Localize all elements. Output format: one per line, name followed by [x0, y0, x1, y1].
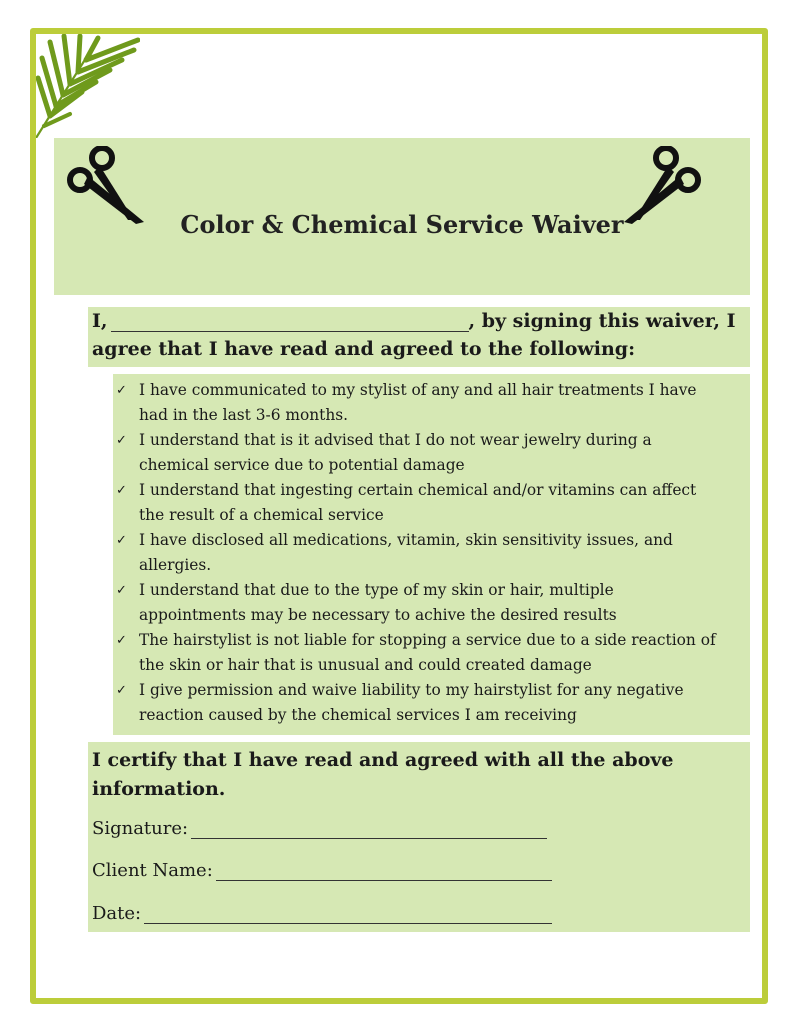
client-name-field	[92, 860, 552, 881]
signature-line[interactable]	[191, 820, 547, 839]
name-blank-line[interactable]	[111, 313, 469, 332]
title-banner	[54, 138, 750, 295]
item-line-2: the result of a chemical service	[139, 506, 384, 524]
checkmark-icon: ✓	[116, 483, 127, 498]
client-name-line[interactable]	[216, 862, 552, 881]
intro-line-1	[92, 310, 736, 332]
certification-panel	[88, 742, 750, 932]
checkmark-icon: ✓	[116, 383, 127, 398]
item-line-2: reaction caused by the chemical services I am receiving	[139, 706, 577, 724]
checkmark-icon: ✓	[116, 533, 127, 548]
item-line-1: I understand that is it advised that I do not wear jewelry during a	[139, 431, 652, 449]
signature-field	[92, 818, 547, 839]
intro-line-2: agree that I have read and agreed to the following:	[92, 338, 636, 360]
date-label: Date:	[92, 903, 142, 924]
date-line[interactable]	[144, 905, 552, 924]
date-field	[92, 903, 552, 924]
intro-statement	[88, 307, 750, 367]
signature-label: Signature:	[92, 818, 189, 839]
item-line-1: I understand that due to the type of my skin or hair, multiple	[139, 581, 614, 599]
item-line-2: chemical service due to potential damage	[139, 456, 465, 474]
checkmark-icon: ✓	[116, 583, 127, 598]
item-line-2: allergies.	[139, 556, 212, 574]
client-name-label: Client Name:	[92, 860, 213, 881]
certify-statement: I certify that I have read and agreed with all the above information.	[92, 749, 674, 800]
item-line-1: I have communicated to my stylist of any and all hair treatments I have	[139, 381, 697, 399]
item-line-1: I give permission and waive liability to my hairstylist for any negative	[139, 681, 684, 699]
intro-prefix: I,	[92, 310, 108, 332]
item-line-1: The hairstylist is not liable for stopping a service due to a side reaction of	[139, 631, 716, 649]
checkmark-icon: ✓	[116, 433, 127, 448]
checkmark-icon: ✓	[116, 633, 127, 648]
page-title: Color & Chemical Service Waiver	[180, 210, 624, 239]
palm-leaf-icon	[36, 34, 140, 138]
checkmark-icon: ✓	[116, 683, 127, 698]
item-line-1: I have disclosed all medications, vitamin, skin sensitivity issues, and	[139, 531, 673, 549]
item-line-2: had in the last 3-6 months.	[139, 406, 349, 424]
item-line-2: appointments may be necessary to achive the desired results	[139, 606, 617, 624]
item-line-1: I understand that ingesting certain chemical and/or vitamins can affect	[139, 481, 697, 499]
intro-suffix: , by signing this waiver, I	[468, 310, 736, 332]
item-line-2: the skin or hair that is unusual and could created damage	[139, 656, 592, 674]
terms-list-panel	[113, 374, 750, 735]
